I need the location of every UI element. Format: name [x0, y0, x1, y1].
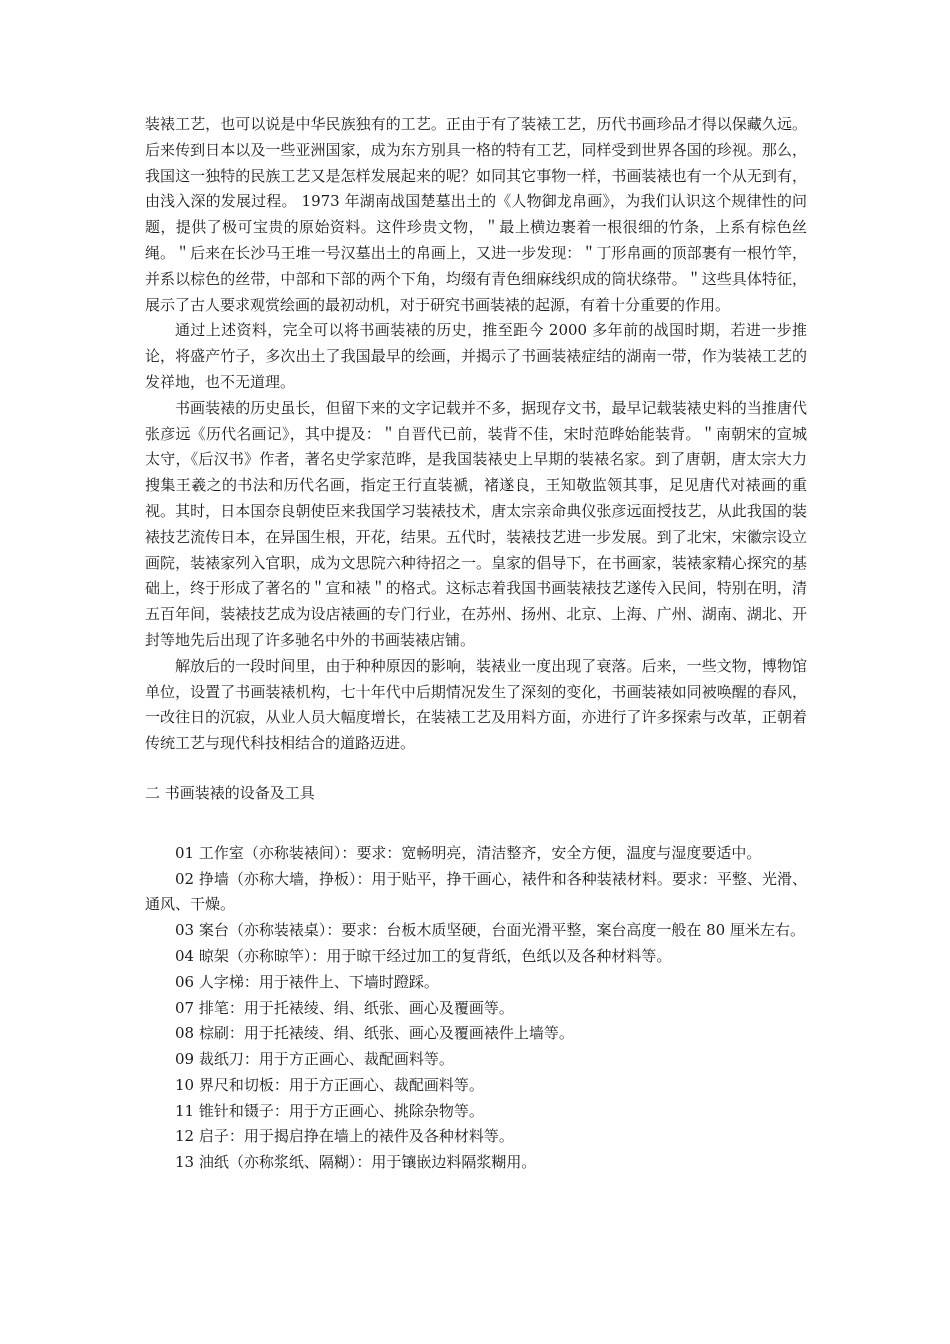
list-item: 12 启子：用于揭启挣在墙上的裱件及各种材料等。	[175, 1127, 514, 1146]
list-item: 13 油纸（亦称浆纸、隔糊）：用于镶嵌边料隔浆糊用。	[175, 1153, 537, 1172]
section-heading: 二 书画装裱的设备及工具	[145, 783, 315, 802]
document-page	[145, 112, 807, 1176]
list-item: 11 锥针和镊子：用于方正画心、挑除杂物等。	[175, 1101, 484, 1120]
equipment-list	[145, 841, 807, 1176]
list-item: 06 人字梯：用于裱件上、下墙时蹬踩。	[175, 972, 439, 991]
intro-paragraph-3: 书画装裱的历史虽长，但留下来的文字记载并不多，据现存文书，最早记载装裱史料的当推唐代张彦远《历代名画记》，其中提及：＂自晋代已前，装背不佳，宋时范晔始能装背。＂南朝宋的宣城太守，《后汉书》作者，著名史学家范晔，是我国装裱史上早期的装裱名家。到了唐朝，唐太宗大力搜集王羲之的书法和历代名画，指定王行直装褫，褚遂良，王知敬监领其事，足见唐代对裱画的重视。其时，日本国奈良朝使臣来我国学习装裱技术，唐太宗亲命典仪张彦远面授技艺，从此我国的装裱技艺流传日本，在异国生根，开花，结果。五代时，装裱技艺进一步发展。到了北宋，宋徽宗设立画院，装裱家列入官职，成为文思院六种待招之一。皇家的倡导下，在书画家，装裱家精心探究的基础上，终于形成了著名的＂宣和裱＂的格式。这标志着我国书画装裱技艺遂传入民间，特别在明，清五百年间，装裱技艺成为设店裱画的专门行业，在苏州、扬州、北京、上海、广州、湖南、湖北、开封等地先后出现了许多驰名中外的书画装裱店铺。	[145, 398, 807, 649]
list-item: 08 棕刷：用于托裱绫、绢、纸张、画心及覆画裱件上墙等。	[175, 1024, 574, 1043]
intro-paragraph-1: 装裱工艺，也可以说是中华民族独有的工艺。正由于有了装裱工艺，历代书画珍品才得以保藏久远。后来传到日本以及一些亚洲国家，成为东方别具一格的特有工艺，同样受到世界各国的珍视。那么，我国这一独特的民族工艺又是怎样发展起来的呢？如同其它事物一样，书画装裱也有一个从无到有，由浅入深的发展过程。 1973 年湖南战国楚墓出土的《人物御龙帛画》，为我们认识这个规律性的问题，提供了极可宝贵的原始资料。这件珍贵文物，＂最上横边裹着一根很细的竹条，上系有棕色丝绳。＂后来在长沙马王堆一号汉墓出土的帛画上，又进一步发现：＂丁形帛画的顶部裹有一根竹竿，并系以棕色的丝带，中部和下部的两个下角，均缀有青色细麻线织成的筒状绦带。＂这些具体特征，展示了古人要求观赏绘画的最初动机，对于研究书画装裱的起源，有着十分重要的作用。	[145, 115, 807, 314]
list-item: 07 排笔：用于托裱绫、绢、纸张、画心及覆画等。	[175, 998, 514, 1017]
list-item: 09 裁纸刀：用于方正画心、裁配画料等。	[175, 1050, 454, 1069]
list-item: 10 界尺和切板：用于方正画心、裁配画料等。	[175, 1075, 484, 1094]
list-item: 04 晾架（亦称晾竿）：用于晾干经过加工的复背纸，色纸以及各种材料等。	[175, 946, 672, 965]
intro-paragraph-2: 通过上述资料，完全可以将书画装裱的历史，推至距今 2000 多年前的战国时期，若进一步推论，将盛产竹子，多次出土了我国最早的绘画，并揭示了书画装裱症结的湖南一带，作为装裱工艺的发祥地，也不无道理。	[145, 321, 807, 391]
list-item: 01 工作室（亦称装裱间）：要求：宽畅明亮，清洁整齐，安全方便，温度与湿度要适中。	[175, 843, 762, 862]
list-item: 02 挣墙（亦称大墙，挣板）：用于贴平，挣干画心，裱件和各种装裱材料。要求：平整、光滑、通风、干燥。	[145, 869, 807, 914]
intro-paragraph-4: 解放后的一段时间里，由于种种原因的影响，装裱业一度出现了衰落。后来，一些文物，博物馆单位，设置了书画装裱机构，七十年代中后期情况发生了深刻的变化，书画装裱如同被唤醒的春风，一改往日的沉寂，从业人员大幅度增长，在装裱工艺及用料方面，亦进行了许多探索与改革，正朝着传统工艺与现代科技相结合的道路迈进。	[145, 656, 807, 753]
list-item: 03 案台（亦称装裱桌）：要求：台板木质坚硬，台面光滑平整，案台高度一般在 80 厘米左右。	[175, 921, 805, 940]
